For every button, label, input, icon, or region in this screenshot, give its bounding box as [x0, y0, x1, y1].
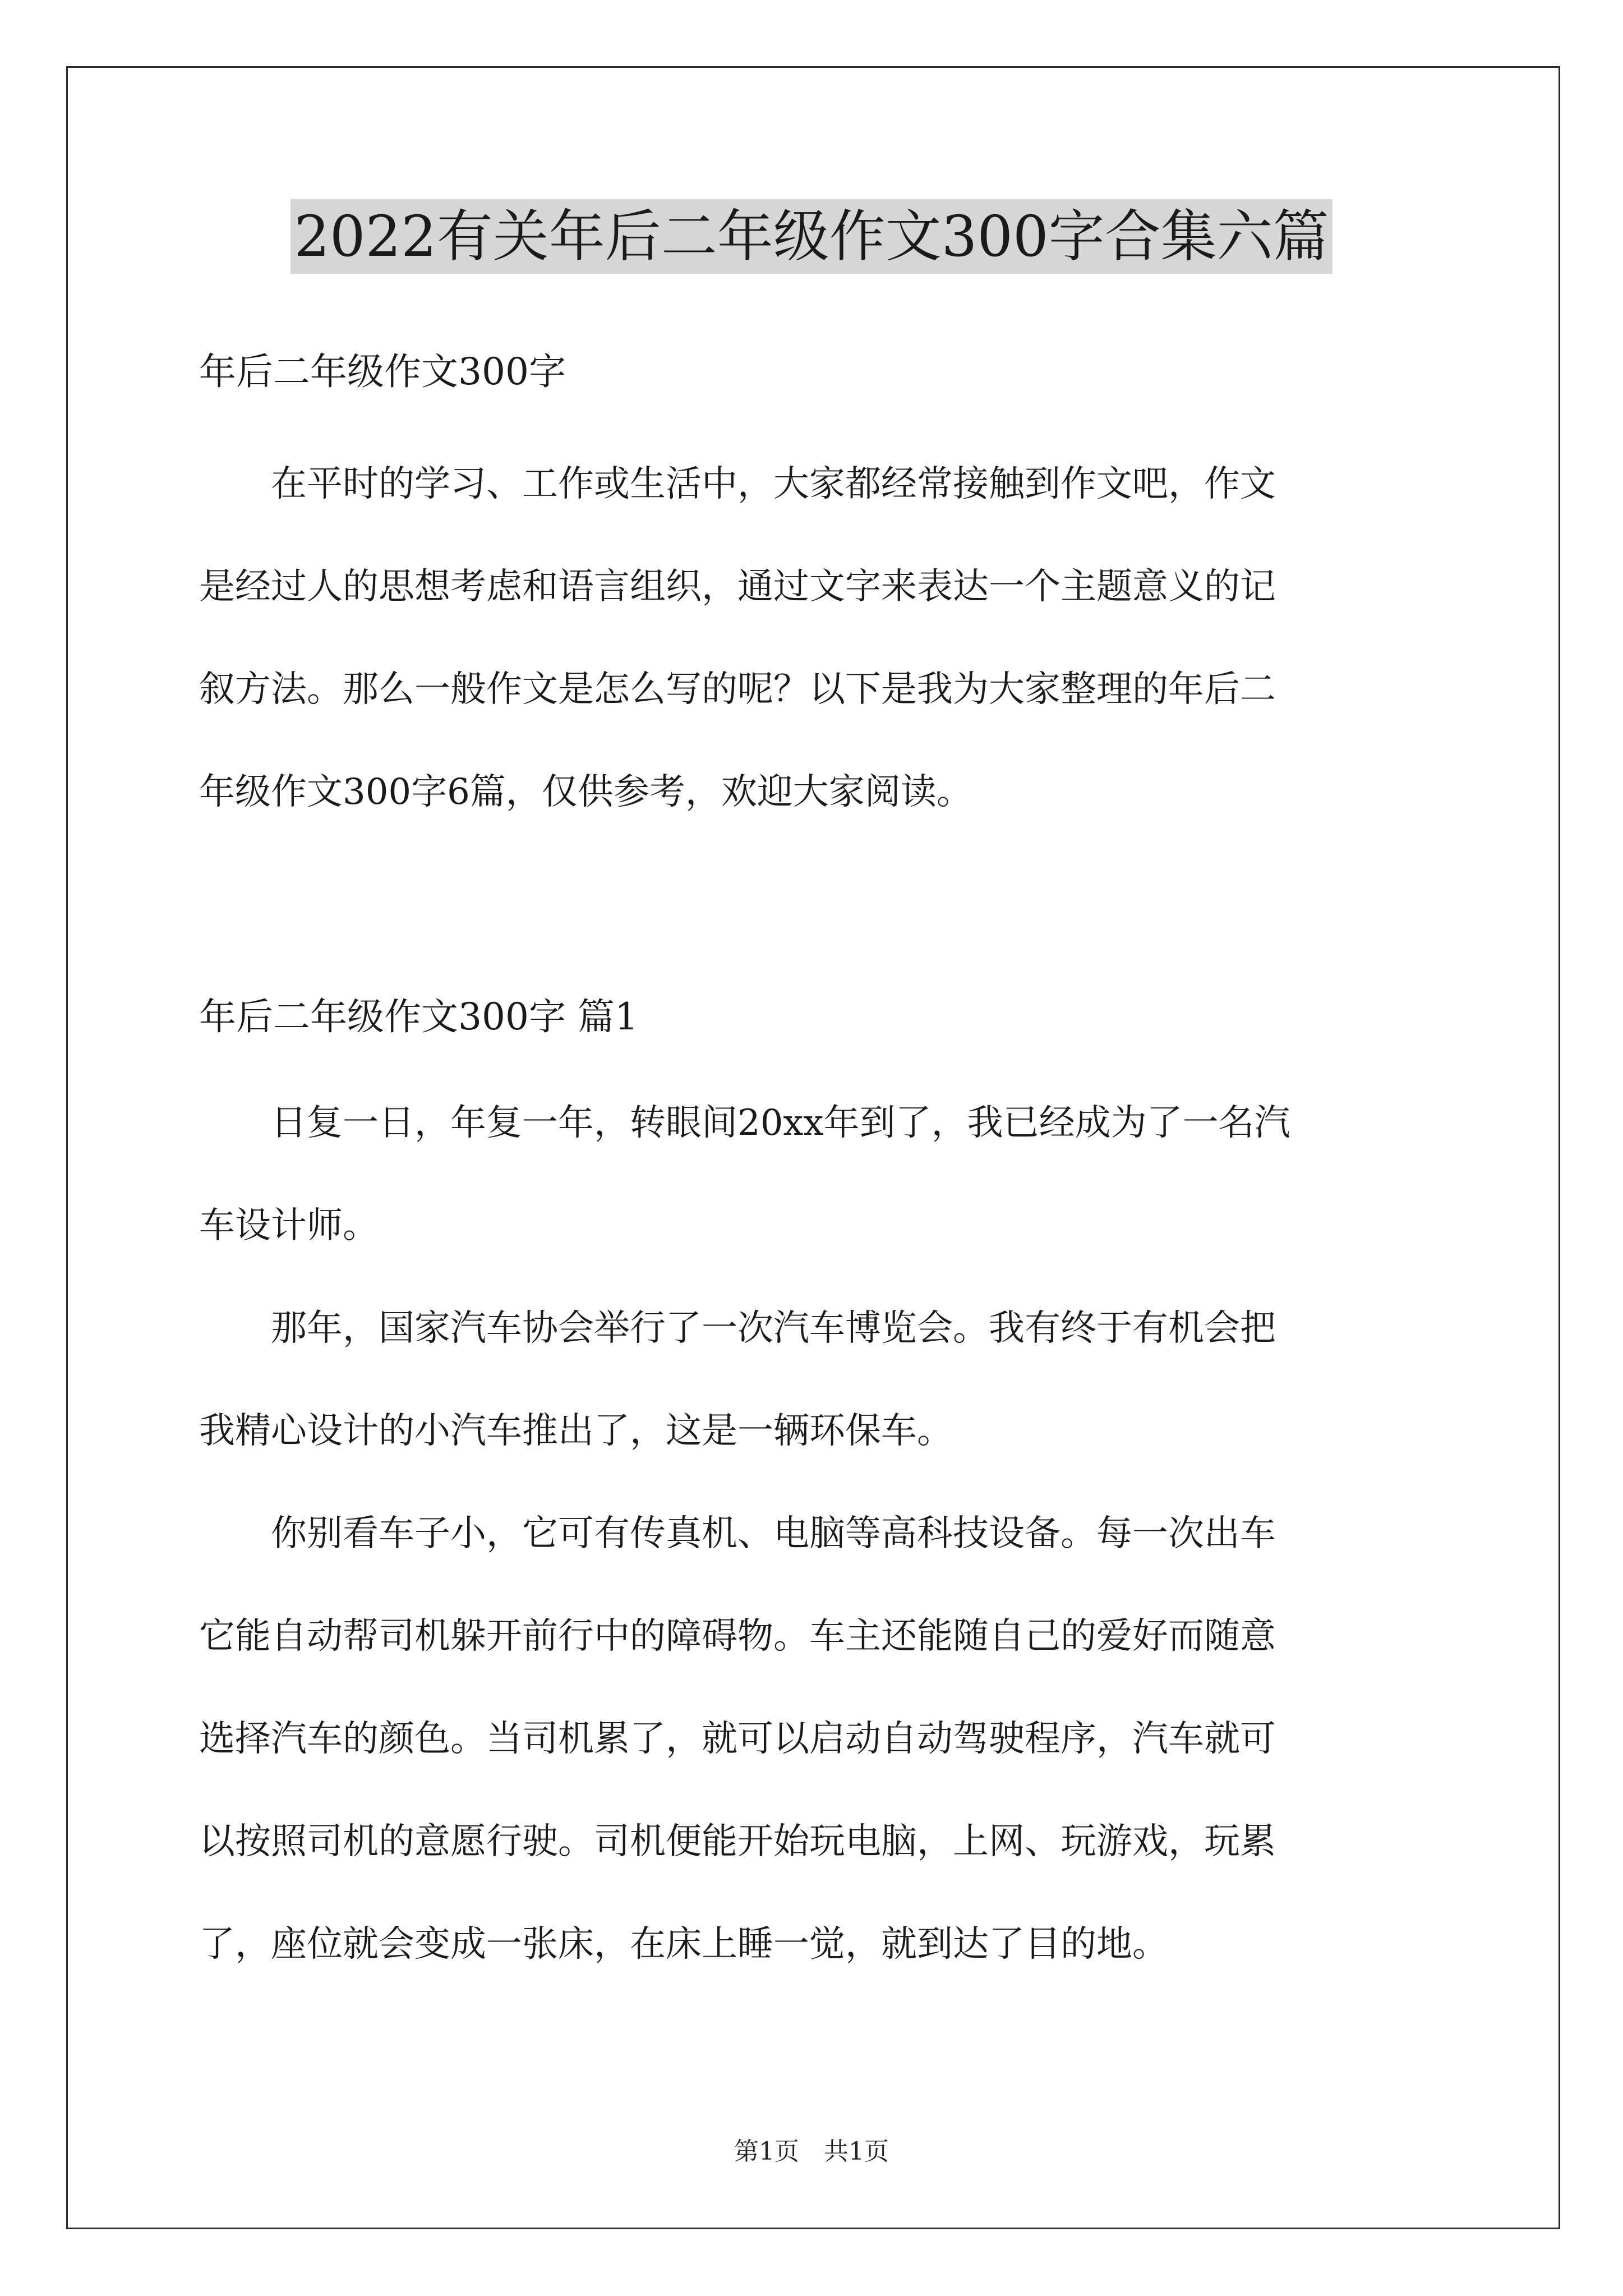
intro-line: 叙方法。那么一般作文是怎么写的呢？以下是我为大家整理的年后二 [199, 669, 1276, 710]
article-line: 车设计师。 [199, 1205, 379, 1246]
intro-line: 年级作文300字6篇，仅供参考，欢迎大家阅读。 [199, 771, 972, 813]
page-number-footer: 第1页 共1页 [734, 2137, 889, 2166]
article-line: 你别看车子小，它可有传真机、电脑等高科技设备。每一次出车 [199, 1513, 1276, 1554]
article-line: 日复一日，年复一年，转眼间20xx年到了，我已经成为了一名汽 [199, 1102, 1290, 1144]
article-line: 以按照司机的意愿行驶。司机便能开始玩电脑，上网、玩游戏，玩累 [199, 1821, 1276, 1862]
intro-line: 是经过人的思想考虑和语言组织，通过文字来表达一个主题意义的记 [199, 566, 1276, 608]
intro-line: 在平时的学习、工作或生活中，大家都经常接触到作文吧，作文 [199, 463, 1276, 505]
article-line: 选择汽车的颜色。当司机累了，就可以启动自动驾驶程序，汽车就可 [199, 1718, 1276, 1760]
article-line: 它能自动帮司机躲开前行中的障碍物。车主还能随自己的爱好而随意 [199, 1616, 1276, 1657]
section-heading-article-1: 年后二年级作文300字 篇1 [199, 995, 638, 1038]
article-line: 那年，国家汽车协会举行了一次汽车博览会。我有终于有机会把 [199, 1308, 1276, 1349]
document-title: 2022有关年后二年级作文300字合集六篇 [0, 197, 1623, 276]
section-heading-intro: 年后二年级作文300字 [199, 350, 566, 393]
article-line: 了，座位就会变成一张床，在床上睡一觉，就到达了目的地。 [199, 1924, 1168, 1965]
article-line: 我精心设计的小汽车推出了，这是一辆环保车。 [199, 1410, 953, 1452]
